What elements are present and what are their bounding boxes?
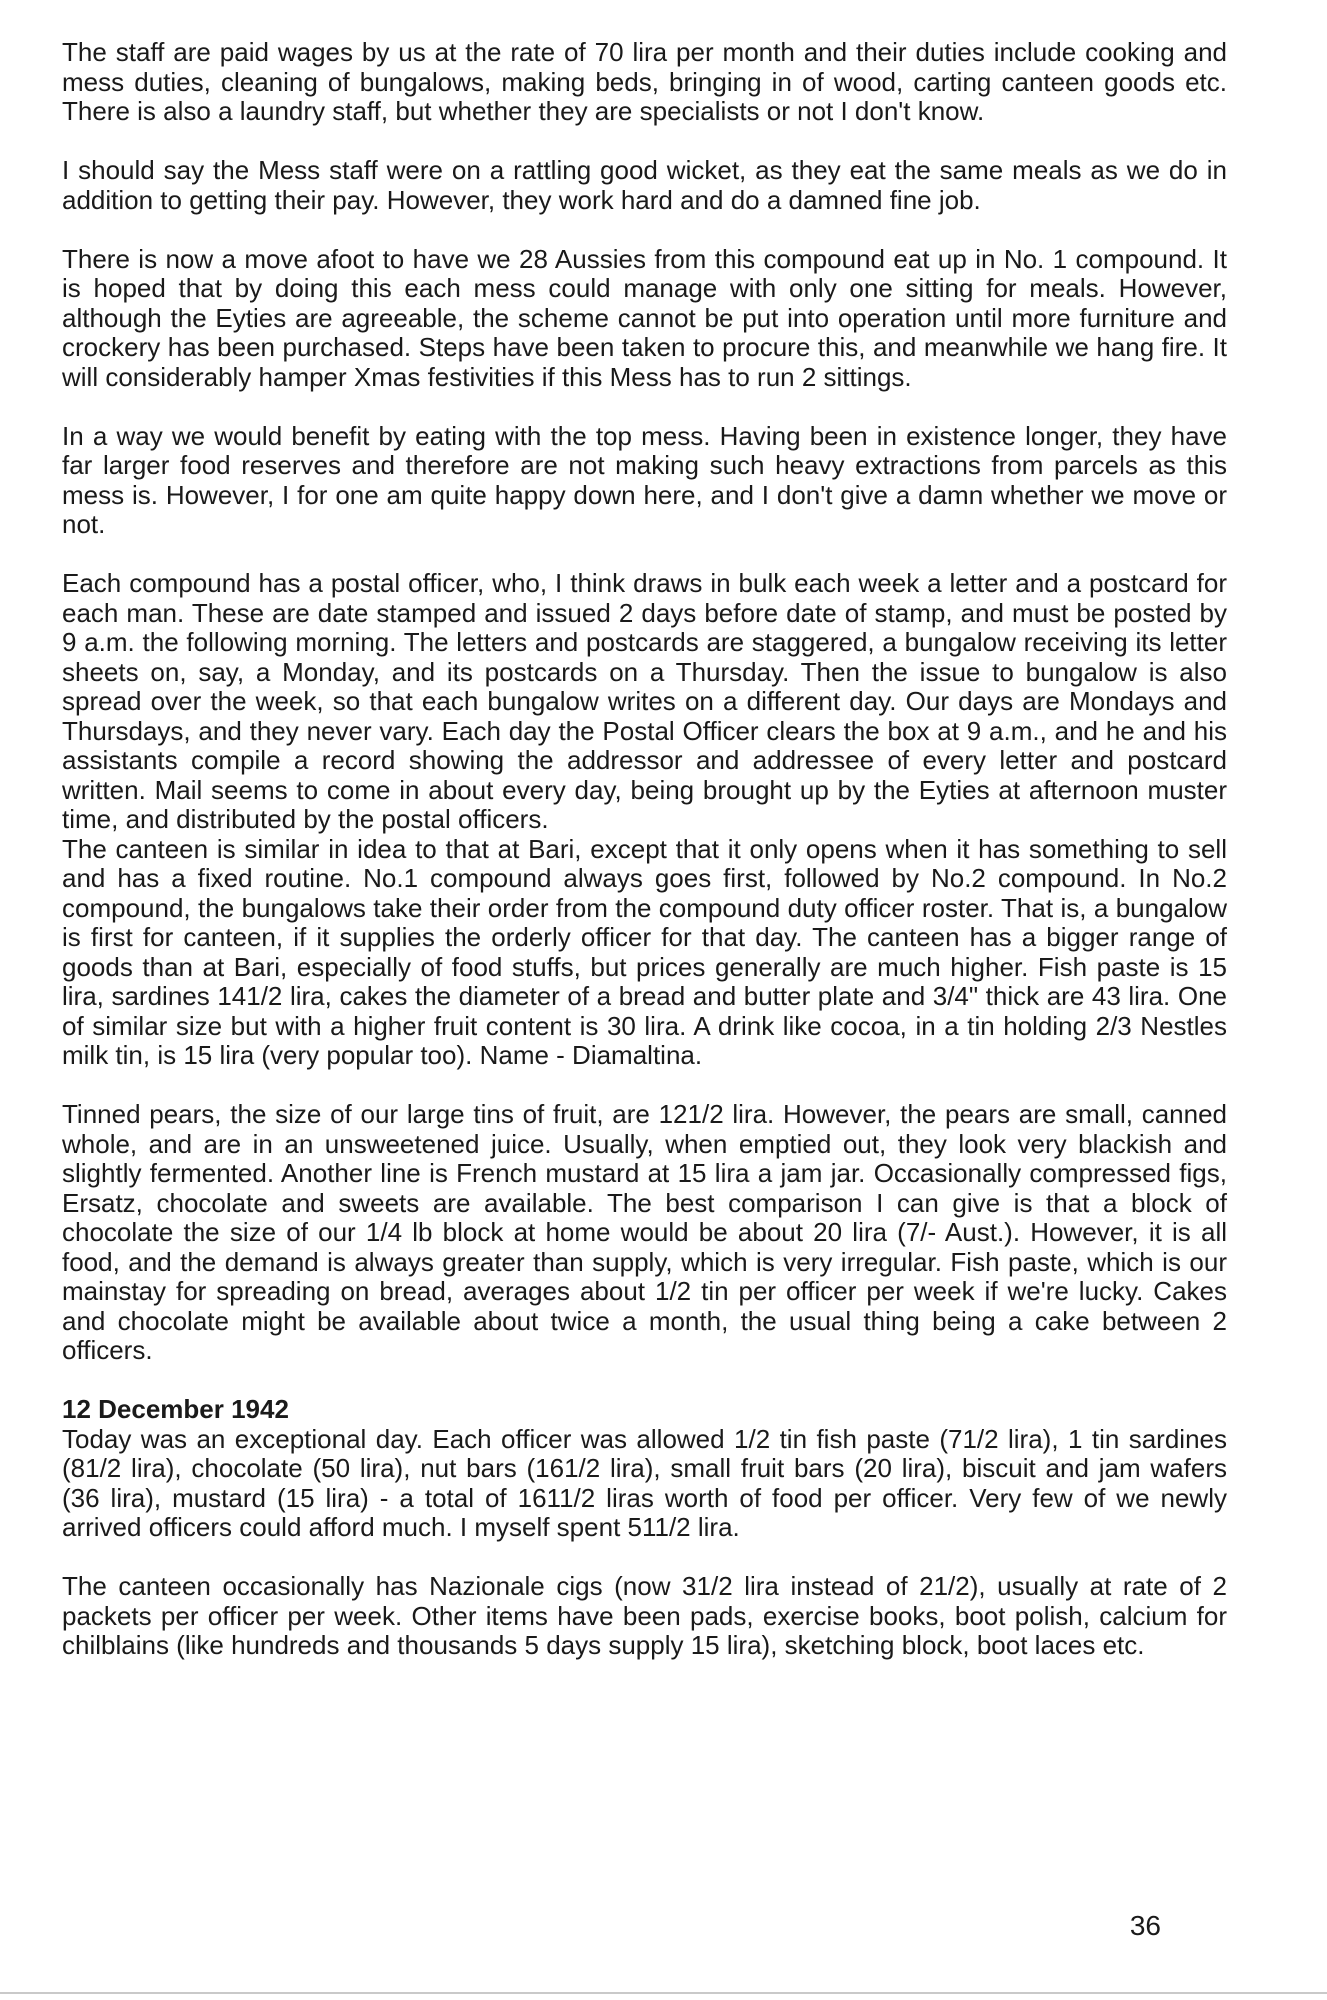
paragraph-mess-staff: I should say the Mess staff were on a rattling good wicket, as they eat the same meals as we do in addition to getting their pay. However, they work hard and do a damned fine job.	[62, 155, 1227, 215]
paragraph-postal-officer: Each compound has a postal officer, who, I think draws in bulk each week a letter and a postcard for each man. These are date stamped and issued 2 days before date of stamp, and must be posted by 9 a.m. the following morning. The letters and postcards are staggered, a bungalow receiving its letter sheets on, say, a Monday, and its postcards on a Thursday. Then the issue to bungalow is also spread over the week, so that each bungalow writes on a different day. Our days are Mondays and Thursdays, and they never vary. Each day the Postal Officer clears the box at 9 a.m., and he and his assistants compile a record showing the addressor and addressee of every letter and postcard written. Mail seems to come in about every day, being brought up by the Eyties at afternoon muster time, and distributed by the postal officers.	[62, 568, 1227, 834]
paragraph-tinned-pears: Tinned pears, the size of our large tins of fruit, are 121/2 lira. However, the pears are small, canned whole, and are in an unsweetened juice. Usually, when emptied out, they look very blackish and slightly fermented. Another line is French mustard at 15 lira a jam jar. Occasionally compressed figs, Ersatz, chocolate and sweets are available. The best comparison I can give is that a block of chocolate the size of our 1/4 lb block at home would be about 20 lira (7/- Aust.). However, it is all food, and the demand is always greater than supply, which is very irregular. Fish paste, which is our mainstay for spreading on bread, averages about 1/2 tin per officer per week if we're lucky. Cakes and chocolate might be available about twice a month, the usual thing being a cake between 2 officers.	[62, 1099, 1227, 1365]
date-heading: 12 December 1942	[62, 1394, 289, 1424]
paragraph-exceptional-day: Today was an exceptional day. Each officer was allowed 1/2 tin fish paste (71/2 lira), 1 tin sardines (81/2 lira), chocolate (50 lira), nut bars (161/2 lira), small fruit bars (20 lira), biscuit and jam wafers (36 lira), mustard (15 lira) - a total of 1611/2 liras worth of food per officer. Very few of we newly arrived officers could afford much. I myself spent 511/2 lira.	[62, 1423, 1227, 1542]
paragraph-canteen: The canteen is similar in idea to that at Bari, except that it only opens when it has something to sell and has a fixed routine. No.1 compound always goes first, followed by No.2 compound. In No.2 compound, the bungalows take their order from the compound duty officer roster. That is, a bungalow is first for canteen, if it supplies the orderly officer for that day. The canteen has a bigger range of goods than at Bari, especially of food stuffs, but prices generally are much higher. Fish paste is 15 lira, sardines 141/2 lira, cakes the diameter of a bread and butter plate and 3/4" thick are 43 lira. One of similar size but with a higher fruit content is 30 lira. A drink like cocoa, in a tin holding 2/3 Nestles milk tin, is 15 lira (very popular too). Name - Diamaltina.	[62, 833, 1227, 1070]
paragraph-staff-wages: The staff are paid wages by us at the rate of 70 lira per month and their duties include cooking and mess duties, cleaning of bungalows, making beds, bringing in of wood, carting canteen goods etc. There is also a laundry staff, but whether they are specialists or not I don't know.	[62, 37, 1227, 126]
bottom-edge-rule	[0, 1992, 1327, 1994]
page-number: 36	[1129, 1910, 1161, 1941]
body-text	[62, 38, 1227, 1690]
paragraph-nazionale-cigs: The canteen occasionally has Nazionale cigs (now 31/2 lira instead of 21/2), usually at rate of 2 packets per officer per week. Other items have been pads, exercise books, boot polish, calcium for chilblains (like hundreds and thousands 5 days supply 15 lira), sketching block, boot laces etc.	[62, 1571, 1227, 1660]
paragraph-top-mess: In a way we would benefit by eating with the top mess. Having been in existence longer, they have far larger food reserves and therefore are not making such heavy extractions from parcels as this mess is. However, I for one am quite happy down here, and I don't give a damn whether we move or not.	[62, 420, 1227, 539]
paragraph-move-afoot: There is now a move afoot to have we 28 Aussies from this compound eat up in No. 1 compound. It is hoped that by doing this each mess could manage with only one sitting for meals. However, although the Eyties are agreeable, the scheme cannot be put into operation until more furniture and crockery has been purchased. Steps have been taken to procure this, and meanwhile we hang fire. It will considerably hamper Xmas festivities if this Mess has to run 2 sittings.	[62, 243, 1227, 392]
